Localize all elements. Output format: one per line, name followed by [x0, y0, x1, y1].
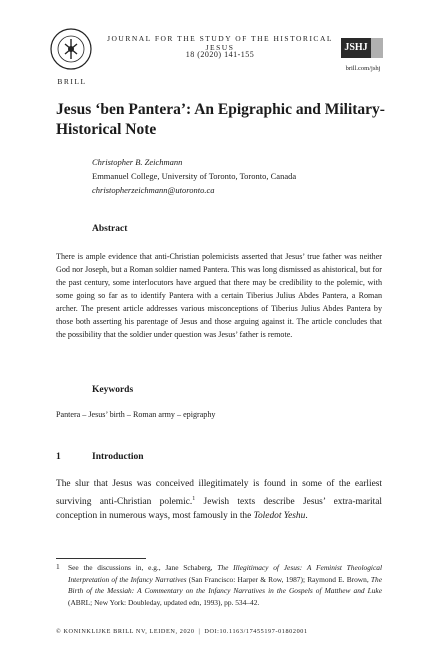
- intro-text-b: Jewish texts describe Jesus’ extra-marital conception in numerous ways, most famously in the: [56, 496, 382, 522]
- section-number: 1: [56, 452, 61, 462]
- footnote-ref[interactable]: 1: [192, 495, 196, 502]
- author-name: Christopher B. Zeichmann: [92, 157, 183, 167]
- badge-mark-icon: [371, 38, 383, 58]
- intro-paragraph: [56, 477, 382, 524]
- journal-url[interactable]: brill.com/jshj: [345, 65, 381, 72]
- abstract-text: There is ample evidence that anti-Christian polemicists asserted that Jesus’ true father was neither God nor Joseph, but a Roman soldier named Pantera. This was long dismissed as ahistorical, but for the past century, some interlocutors have argued that there may be credibility to the polemic, with some going so far as to identify Pantera with a certain Tiberius Julius Abdes Pantera, a Roman archer. The present article addresses various misconceptions of Tiberius Julius Abdes Pantera by those both asserting his parentage of Jesus and those arguing against it. The article concludes that the possibility that the soldier under question was Jesus’ father is remote.: [56, 252, 382, 339]
- footnote-p3: (ABRL; New York: Doubleday, updated edn, 1993), pp. 534–42.: [68, 597, 260, 607]
- footnote-p1: See the discussions in, e.g., Jane Schaberg,: [68, 563, 218, 572]
- intro-text-a: The slur that Jesus was conceived illegitimately is found in some of the earliest surviving anti-Christian polemic.: [56, 479, 382, 507]
- journal-title: JOURNAL FOR THE STUDY OF THE HISTORICAL JESUS: [107, 34, 333, 52]
- footer-separator: |: [198, 628, 201, 635]
- author-email[interactable]: christopherzeichmann@utoronto.ca: [92, 185, 215, 195]
- brill-logo-icon: [48, 26, 94, 72]
- section-title: Introduction: [92, 452, 144, 462]
- journal-badge-label: JSHJ: [341, 38, 371, 58]
- article-title: Jesus ‘ben Pantera’: An Epigraphic and Military-Historical Note: [56, 101, 385, 138]
- keywords-heading: Keywords: [92, 385, 134, 395]
- footnote-i1: The Illegitimacy of Jesus: A Feminist Theological Interpretation of the Infancy Narratives: [68, 563, 382, 584]
- journal-badge: [341, 38, 383, 58]
- footer-doi[interactable]: DOI:10.1163/17455197-01802001: [204, 628, 308, 635]
- abstract-heading: Abstract: [92, 224, 128, 234]
- footer-copyright: © KONINKLIJKE BRILL NV, LEIDEN, 2020: [56, 628, 195, 635]
- footnote-p2: (San Francisco: Harper & Row, 1987); Raymond E. Brown,: [186, 574, 371, 584]
- footnote-text: [68, 562, 382, 608]
- page-footer: [56, 628, 386, 635]
- publisher-name: BRILL: [57, 77, 87, 86]
- footnote-divider: [56, 558, 146, 559]
- footnote-number: 1: [56, 562, 60, 571]
- footnote-i2: The Birth of the Messiah: A Commentary on the Infancy Narratives in the Gospels of Matthew and Luke: [68, 574, 382, 595]
- intro-text-italic: Toledot Yeshu: [253, 511, 306, 522]
- keywords-text: Pantera – Jesus’ birth – Roman army – epigraphy: [56, 410, 216, 419]
- intro-text-end: .: [305, 511, 308, 522]
- author-affiliation: Emmanuel College, University of Toronto, Toronto, Canada: [92, 171, 297, 181]
- volume-line: 18 (2020) 141-155: [185, 50, 255, 59]
